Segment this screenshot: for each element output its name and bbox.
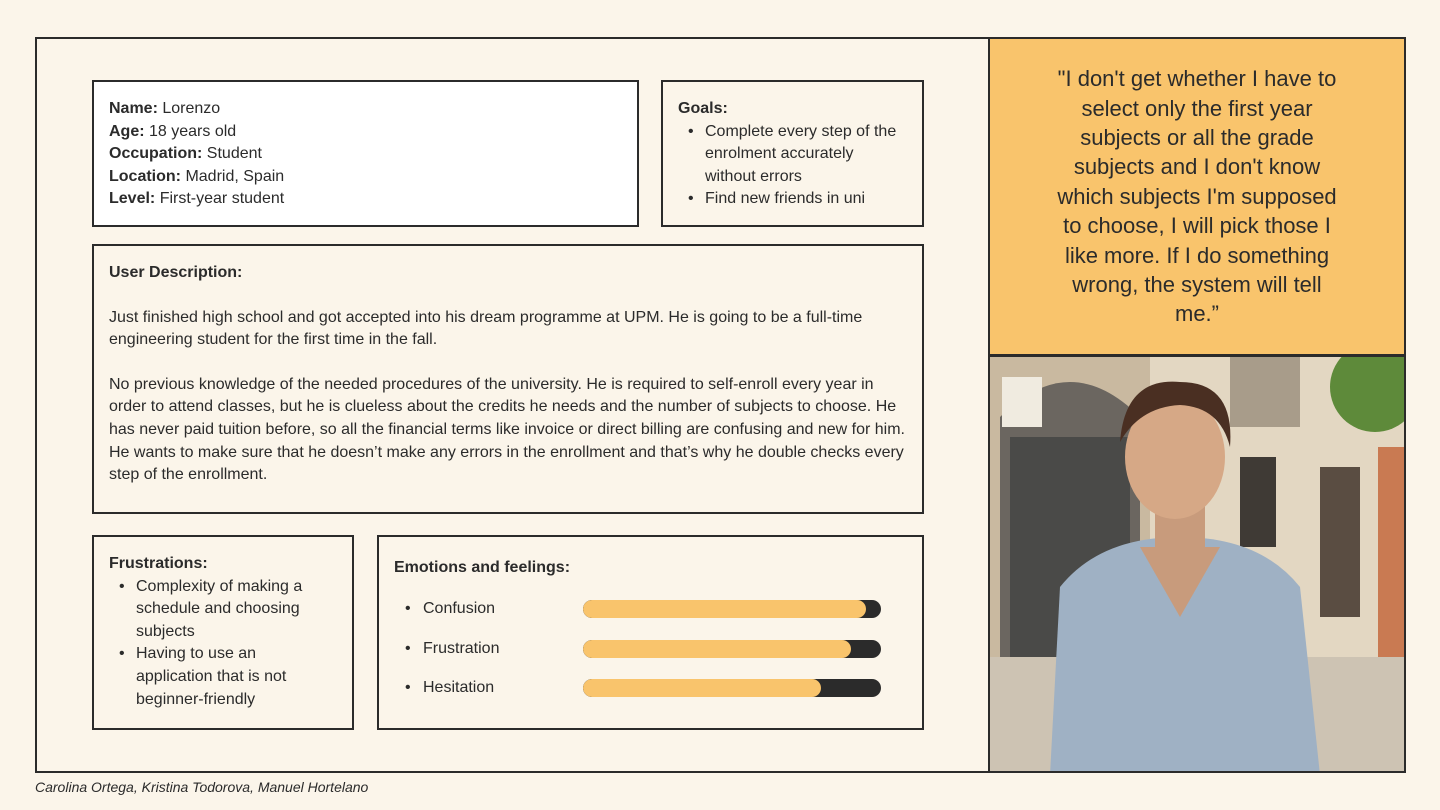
goal-item: • Find new friends in uni (678, 188, 907, 211)
description-paragraph: Just finished high school and got accepted into his dream programme at UPM. He is going to be a full-time engineering student for the first time in the fall. (109, 308, 863, 349)
credits: Carolina Ortega, Kristina Todorova, Manuel Hortelano (35, 779, 369, 795)
emotion-bar-fill (583, 640, 851, 658)
level-value: First-year student (159, 190, 285, 208)
quote-text: "I don't get whether I have to select only the first year subjects or all the grade subjects and I don't know which subjects I'm supposed to choose, I will pick those I like more. If I do something wrong, the system will tell me.” (1057, 66, 1337, 327)
location-label: Location: (109, 167, 181, 185)
user-description-card (92, 244, 924, 514)
level-label: Level: (109, 190, 156, 208)
emotions-card (377, 535, 924, 730)
emotion-label: Hesitation (423, 679, 495, 696)
location-value: Madrid, Spain (185, 167, 285, 185)
age-value: 18 years old (149, 122, 237, 140)
emotion-bar-fill (583, 600, 866, 618)
frustrations-title: Frustrations: (109, 555, 208, 572)
emotion-bar (583, 640, 881, 658)
emotion-row: • Hesitation (405, 678, 885, 698)
description-paragraph: No previous knowledge of the needed procedures of the university. He is required to self-enroll every year in order to attend classes, but he is clueless about the credits he needs and the number of subjects to choose. He has never paid tuition before, so all the financial terms like invoice or direct billing are confusing and new for him. He wants to make sure that he doesn’t make any errors in the enrollment and that’s why he double checks every step of the enrollment. (109, 375, 905, 484)
occupation-value: Student (206, 145, 262, 163)
occupation-label: Occupation: (109, 145, 203, 163)
description-title: User Description: (109, 264, 243, 281)
emotion-row: • Confusion (405, 599, 885, 619)
emotion-bar (583, 600, 881, 618)
frustrations-list (109, 576, 337, 712)
name-value: Lorenzo (162, 100, 221, 117)
goals-card (661, 80, 924, 227)
emotion-bar-fill (583, 679, 821, 697)
goals-title: Goals: (678, 100, 728, 117)
age-label: Age: (109, 122, 145, 140)
emotion-label: Confusion (423, 600, 496, 617)
emotions-title: Emotions and feelings: (394, 559, 571, 576)
persona-photo-illustration (990, 357, 1406, 773)
name-label: Name: (109, 100, 158, 117)
goals-list (678, 121, 907, 211)
emotion-label: Frustration (423, 640, 500, 657)
emotion-bar (583, 679, 881, 697)
frustration-item: • Complexity of making a schedule and choosing subjects (109, 576, 337, 644)
persona-photo (988, 355, 1406, 773)
frustration-item: • Having to use an application that is not beginner-friendly (109, 643, 337, 711)
persona-quote (988, 37, 1406, 356)
goal-item: • Complete every step of the enrolment accurately without errors (678, 121, 907, 189)
profile-card (92, 80, 639, 227)
emotion-row: • Frustration (405, 639, 885, 659)
frustrations-card (92, 535, 354, 730)
